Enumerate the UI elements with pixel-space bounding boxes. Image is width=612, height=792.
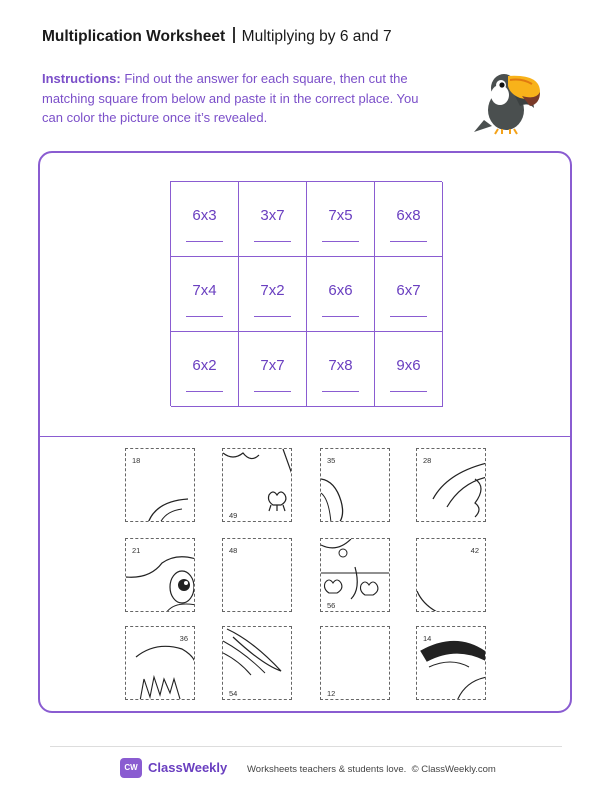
problem-text: 7x2	[260, 282, 285, 299]
cutout-piece[interactable]	[222, 538, 292, 612]
answer-line[interactable]	[186, 241, 223, 242]
toucan-illustration	[470, 58, 550, 138]
piece-artwork	[126, 449, 195, 522]
piece-artwork	[126, 539, 195, 612]
piece-artwork	[223, 449, 292, 522]
footer-divider	[50, 746, 562, 747]
problem-text: 7x5	[328, 207, 353, 224]
answer-line[interactable]	[186, 391, 223, 392]
problem-cell	[171, 332, 239, 407]
piece-artwork	[321, 539, 390, 612]
problem-cell	[239, 332, 307, 407]
piece-artwork	[223, 627, 292, 700]
piece-number: 12	[327, 689, 336, 698]
cutout-piece[interactable]	[416, 538, 486, 612]
problem-cell	[307, 257, 375, 332]
footer-text	[247, 764, 496, 775]
problem-cell	[375, 182, 443, 257]
worksheet-title-row	[42, 27, 392, 46]
answer-line[interactable]	[390, 316, 427, 317]
piece-number: 21	[132, 546, 141, 555]
problem-text: 7x8	[328, 357, 353, 374]
problem-cell	[307, 332, 375, 407]
brand-name: ClassWeekly	[148, 760, 228, 775]
cutout-piece[interactable]	[416, 626, 486, 700]
problem-text: 6x7	[396, 282, 421, 299]
piece-number: 49	[229, 511, 238, 520]
cutout-piece[interactable]	[320, 626, 390, 700]
cutout-piece[interactable]	[320, 448, 390, 522]
answer-line[interactable]	[254, 391, 291, 392]
worksheet-subtitle: Multiplying by 6 and 7	[241, 28, 392, 45]
problem-text: 7x4	[192, 282, 217, 299]
cut-section-divider	[40, 436, 570, 437]
problem-cell	[239, 182, 307, 257]
problem-text: 6x6	[328, 282, 353, 299]
problem-cell	[239, 257, 307, 332]
instructions-label: Instructions:	[42, 71, 121, 86]
problem-grid	[170, 181, 442, 406]
footer-copyright: © ClassWeekly.com	[411, 764, 496, 775]
problem-text: 7x7	[260, 357, 285, 374]
piece-artwork	[417, 627, 486, 700]
piece-artwork	[321, 449, 390, 522]
problem-text: 6x2	[192, 357, 217, 374]
classweekly-logo-icon: CW	[120, 758, 142, 778]
cutout-piece[interactable]	[222, 626, 292, 700]
answer-line[interactable]	[322, 316, 359, 317]
cutout-piece[interactable]	[125, 626, 195, 700]
answer-line[interactable]	[254, 241, 291, 242]
cutout-piece[interactable]	[320, 538, 390, 612]
problem-cell	[171, 182, 239, 257]
piece-number: 48	[229, 546, 238, 555]
cutout-piece[interactable]	[125, 538, 195, 612]
cutout-piece[interactable]	[222, 448, 292, 522]
cutout-piece[interactable]	[125, 448, 195, 522]
piece-number: 36	[179, 634, 188, 643]
piece-artwork	[417, 539, 486, 612]
problem-cell	[307, 182, 375, 257]
cutout-piece[interactable]	[416, 448, 486, 522]
piece-number: 28	[423, 456, 432, 465]
problem-text: 6x8	[396, 207, 421, 224]
answer-line[interactable]	[390, 391, 427, 392]
piece-number: 42	[470, 546, 479, 555]
problem-text: 9x6	[396, 357, 421, 374]
worksheet-title: Multiplication Worksheet	[42, 28, 226, 45]
piece-number: 18	[132, 456, 141, 465]
piece-artwork	[417, 449, 486, 522]
piece-number: 54	[229, 689, 238, 698]
problem-cell	[375, 257, 443, 332]
answer-line[interactable]	[322, 391, 359, 392]
piece-number: 35	[327, 456, 336, 465]
problem-cell	[375, 332, 443, 407]
piece-number: 56	[327, 601, 336, 610]
title-separator	[233, 27, 235, 43]
answer-line[interactable]	[322, 241, 359, 242]
instructions-text: Find out the answer for each square, then cut the matching square from below and paste it in the correct place. You can color the picture once it’s revealed.	[42, 71, 419, 125]
piece-number: 14	[423, 634, 432, 643]
answer-line[interactable]	[254, 316, 291, 317]
answer-line[interactable]	[186, 316, 223, 317]
instructions	[42, 69, 422, 128]
problem-text: 6x3	[192, 207, 217, 224]
answer-line[interactable]	[390, 241, 427, 242]
footer-tagline: Worksheets teachers & students love.	[247, 764, 407, 775]
problem-cell	[171, 257, 239, 332]
piece-artwork	[126, 627, 195, 700]
problem-text: 3x7	[260, 207, 285, 224]
